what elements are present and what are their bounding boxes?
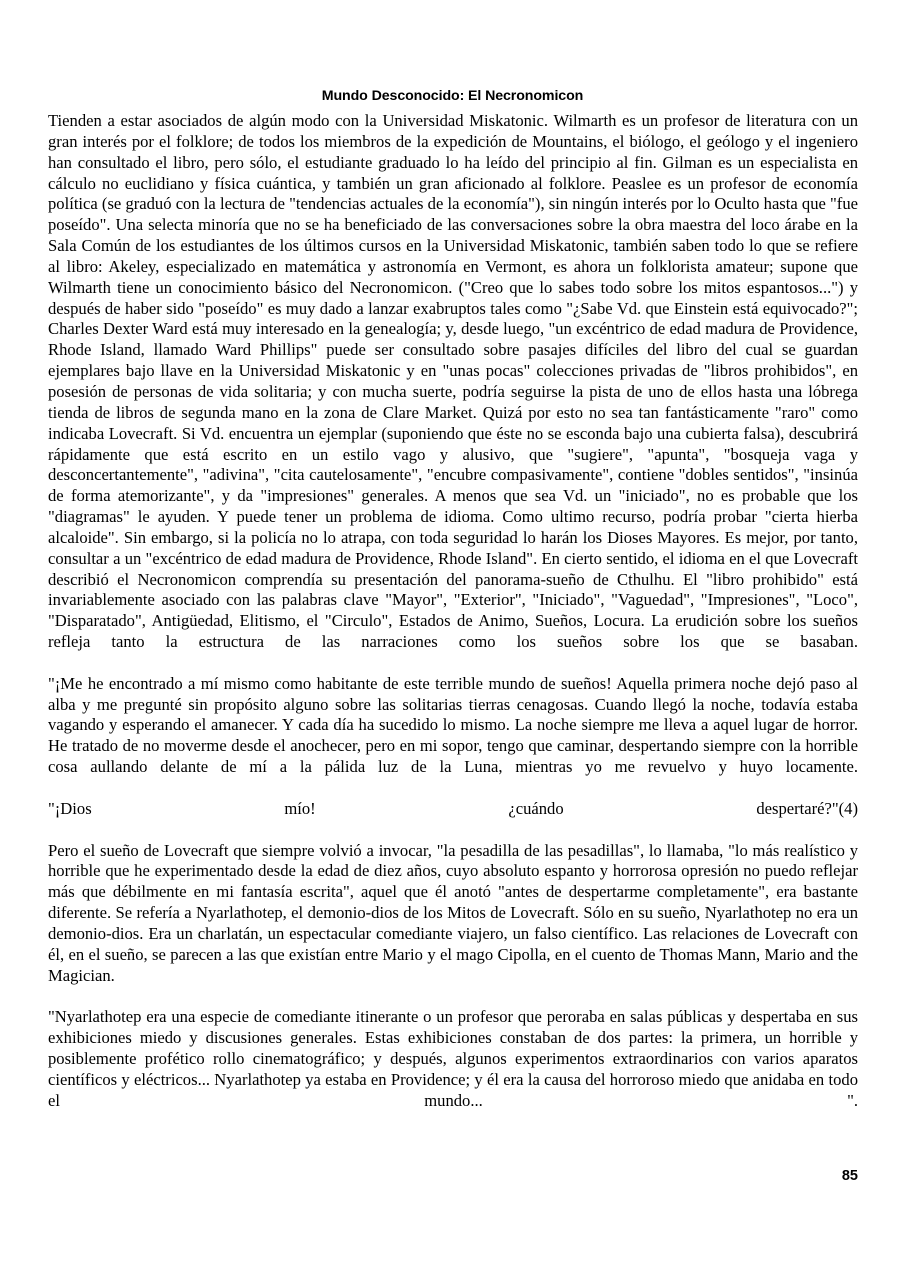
paragraph: "¡Me he encontrado a mí mismo como habitante de este terrible mundo de sueños! Aquella primera noche dejó paso al alba y me pregunté sin propósito alguno sobre las solitarias tierras cenagosas. Cuando llegó la noche, todavía estaba vagando y esperando el amanecer. Y cada día ha sucedido lo mismo. La noche siempre me lleva a aquel lugar de horror. He tratado de no moverme desde el anochecer, pero en mi sopor, tengo que caminar, despertando siempre con la horrible cosa aullando delante de mí a la pálida luz de la Luna, mientras yo me revuelvo y huyo locamente. [48, 673, 858, 777]
paragraph: Pero el sueño de Lovecraft que siempre volvió a invocar, "la pesadilla de las pesadillas", lo llamaba, "lo más realístico y horrible que he experimentado desde la edad de diez años, cuyo absoluto espanto y horrorosa opresión no puedo reflejar más que débilmente en mi fantasía escrita", aquel que él anotó "antes de despertarme completamente", era bastante diferente. Se refería a Nyarlathotep, el demonio-dios de los Mitos de Lovecraft. Sólo en su sueño, Nyarlathotep no era un demonio-dios. Era un charlatán, un espectacular comediante viajero, un falso científico. Las relaciones de Lovecraft con él, en el sueño, se parecen a las que existían entre Mario y el mago Cipolla, en el cuento de Thomas Mann, Mario and the Magician. [48, 840, 858, 985]
document-body [48, 111, 858, 1132]
paragraph: "Nyarlathotep era una especie de comediante itinerante o un profesor que peroraba en salas públicas y despertaba en sus exhibiciones miedo y discusiones generales. Estas exhibiciones constaban de dos partes: la primera, un horrible y posiblemente profético rollo cinematográfico; y después, algunos experimentos extraordinarios con varios aparatos científicos y eléctricos... Nyarlathotep ya estaba en Providence; y él era la causa del horroroso miedo que anidaba en todo el mundo... ". [48, 1007, 858, 1110]
page-header-title: Mundo Desconocido: El Necronomicon [321, 88, 584, 104]
paragraph: "¡Dios mío! ¿cuándo despertaré?"(4) [48, 798, 858, 818]
page-number: 85 [841, 1168, 858, 1184]
paragraph: Tienden a estar asociados de algún modo con la Universidad Miskatonic. Wilmarth es un profesor de literatura con un gran interés por el folklore; de todos los miembros de la expedición de Mountains, el biólogo, el geólogo y el ingeniero han consultado el libro, pero sólo, el estudiante graduado lo ha leído del principio al fin. Gilman es un especialista en cálculo no euclidiano y física cuántica, y también un gran aficionado al folklore. Peaslee es un profesor de economía política (se graduó con la lectura de "tendencias actuales de la economía"), sin ningún interés por lo Oculto hasta que "fue poseído". Una selecta minoría que no se ha beneficiado de las conversaciones sobre la obra maestra del loco árabe en la Sala Común de los estudiantes de los últimos cursos en la Universidad Miskatonic, también saben todo lo que se refiere al libro: Akeley, especializado en matemática y astronomía en Vermont, es ahora un folklorista amateur; supone que Wilmarth tiene un conocimiento básico del Necronomicon. ("Creo que lo sabes todo sobre los mitos espantosos...") y después de haber sido "poseído" es muy dado a lanzar exabruptos tales como "¿Sabe Vd. que Einstein está equivocado?"; Charles Dexter Ward está muy interesado en la genealogía; y, desde luego, "un excéntrico de edad madura de Providence, Rhode Island, llamado Ward Phillips" puede ser consultado sobre pasajes difíciles del libro del cual se guardan ejemplares bajo llave en la Universidad Miskatonic y en "unas pocas" colecciones privadas de "libros prohibidos", en posesión de personas de vida solitaria; y con mucha suerte, podría seguirse la pista de uno de ellos hasta una lóbrega tienda de libros de segunda mano en la zona de Clare Market. Quizá por esto no sea tan fantásticamente "raro" como indicaba Lovecraft. Si Vd. encuentra un ejemplar (suponiendo que éste no se esconda bajo una cubierta falsa), descubrirá rápidamente que está escrito en un estilo vago y alusivo, que "sugiere", "apunta", "bosqueja vaga y desconcertantemente", "adivina", "cita cautelosamente", "encubre compasivamente", contiene "dobles sentidos", "insinúa de forma atemorizante", y da "impresiones" generales. A menos que sea Vd. un "iniciado", no es probable que los "diagramas" le ayuden. Y puede tener un problema de idioma. Como ultimo recurso, podría probar "cierta hierba alcaloide". Sin embargo, si la policía no lo atrapa, con toda seguridad lo harán los Dioses Mayores. Es mejor, por tanto, consultar a un "excéntrico de edad madura de Providence, Rhode Island". En cierto sentido, el idioma en el que Lovecraft describió el Necronomicon comprendía su presentación del panorama-sueño de Cthulhu. El "libro prohibido" está invariablemente asociado con las palabras clave "Mayor", "Exterior", "Iniciado", "Vaguedad", "Impresiones", "Loco", "Disparatado", Antigüedad, Elitismo, el "Circulo", Estados de Animo, Sueños, Locura. La erudición sobre los sueños refleja tanto la estructura de las narraciones como los sueños sobre los que se basaban. [48, 111, 858, 652]
